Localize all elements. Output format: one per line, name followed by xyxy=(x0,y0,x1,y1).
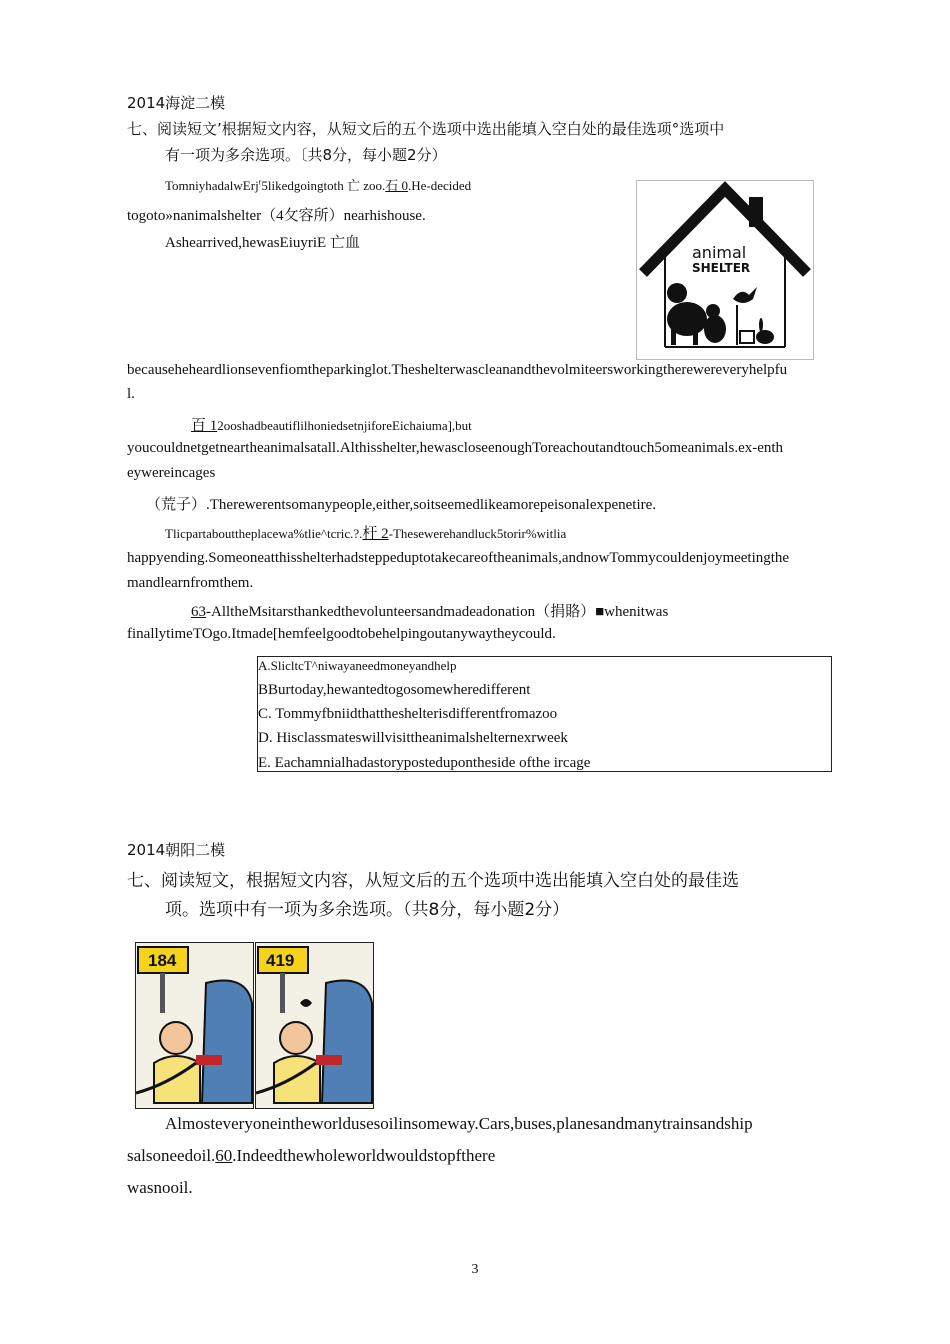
blank-63-marker: 63 xyxy=(191,604,206,620)
passage3-line1: Tlicpartabouttheplacewa%tlie^tcric.?.杆 2-Thesewerehandluck5torir%witlia xyxy=(165,526,567,542)
blank-61-marker: 百 1 xyxy=(191,418,218,434)
blank-60-section2-marker: 60 xyxy=(215,1146,233,1165)
option-e: E. Eachamnialhadastorypostedupontheside ofthe ircage xyxy=(258,755,591,771)
passage1-line2: togoto»nanimalshelter（4攵容所）nearhishouse. xyxy=(127,208,426,224)
option-c: C. Tommyfbniidthattheshelterisdifferentfromazoo xyxy=(258,706,558,722)
passage2-line3: eywereincages xyxy=(127,465,216,481)
options-box xyxy=(257,656,832,772)
animal-shelter-figure xyxy=(636,180,814,360)
option-a: A.SlicltcT^niwayaneedmoneyandhelp xyxy=(258,658,457,673)
passage1-line4: becauseheheardlionsevenfiomtheparkinglot.Theshelterwascleanandthevolmiteersworkingtherewereveryhelpfu xyxy=(127,362,788,378)
blank-62-marker: 杆 2 xyxy=(362,526,389,542)
passage2-line2: youcouldnetgetneartheanimalsatall.Althisshelter,hewascloseenoughToreachoutandtouch5omeanimals.ex-enth xyxy=(127,440,784,456)
section2-title: 2014朝阳二模 xyxy=(127,841,226,859)
cartoon-panel-2 xyxy=(255,942,374,1109)
figure-label-shelter: SHELTER xyxy=(692,261,751,275)
passage3-line3: mandlearnfromthem. xyxy=(127,575,254,591)
passage4-line2: finallytimeTOgo.Itmade[hemfeelgoodtobehelpingoutanywaytheycould. xyxy=(127,626,556,642)
section1-instruction-line2: 有一项为多余选项。〔共8分，每小题2分） xyxy=(165,146,447,164)
cartoon-panel-1 xyxy=(135,942,254,1109)
section2-passage-line2: salsoneedoil.60.Indeedthewholeworldwouldstopfthere xyxy=(127,1146,496,1165)
section2-instruction-line1: 七、阅读短文，根据短文内容，从短文后的五个选项中选出能填入空白处的最佳选 xyxy=(127,871,739,891)
option-d: D. Hisclassmateswillvisittheanimalshelternexrweek xyxy=(258,730,568,746)
passage3-line2: happyending.Someoneatthisshelterhadsteppeduptotakecareoftheanimals,andnowTommycouldenjoymeetingthe xyxy=(127,550,790,566)
cartoon2-price: 419 xyxy=(266,951,295,970)
cartoon1-price: 184 xyxy=(148,951,177,970)
figure-label-animal: animal xyxy=(692,243,747,262)
section1-instruction-line1: 七、阅读短文’根据短文内容，从短文后的五个选项中选出能填入空白处的最佳选项°选项中 xyxy=(127,120,725,138)
passage2-line1: 百 12ooshadbeautiflilhoniedsetnjiforeEichaiuma],but xyxy=(191,418,472,434)
section2-passage-line3: wasnooil. xyxy=(127,1178,193,1197)
page-number: 3 xyxy=(471,1262,479,1277)
section2-passage-line1: Almosteveryoneintheworldusesoilinsomeway.Cars,buses,planesandmanytrainsandship xyxy=(165,1114,753,1133)
passage1-line5: l. xyxy=(127,386,135,402)
passage1-line1: TomniyhadalwErj$^r$5likedgoingtoth 亡 zoo.石 0.He-decided xyxy=(165,177,472,193)
section1-title: 2014海淀二模 xyxy=(127,94,226,112)
section2-instruction-line2: 项。选项中有一项为多余选项。（共8分，每小题2分） xyxy=(165,900,570,920)
passage2-line4: （荒子）.Therewerentsomanypeople,either,soitseemedlikeamorepeisonalexpenetire. xyxy=(146,497,657,513)
blank-60-marker: 石 0 xyxy=(385,178,408,193)
passage4-line1: 63-AlltheMsitarsthankedthevolunteersandmadeadonation（捐賂）■whenitwas xyxy=(191,604,669,620)
option-b: BBurtoday,hewantedtogosomewheredifferent xyxy=(258,682,531,698)
passage1-line3: Ashearrived,hewasEiuyriE 亡血 xyxy=(165,235,360,251)
